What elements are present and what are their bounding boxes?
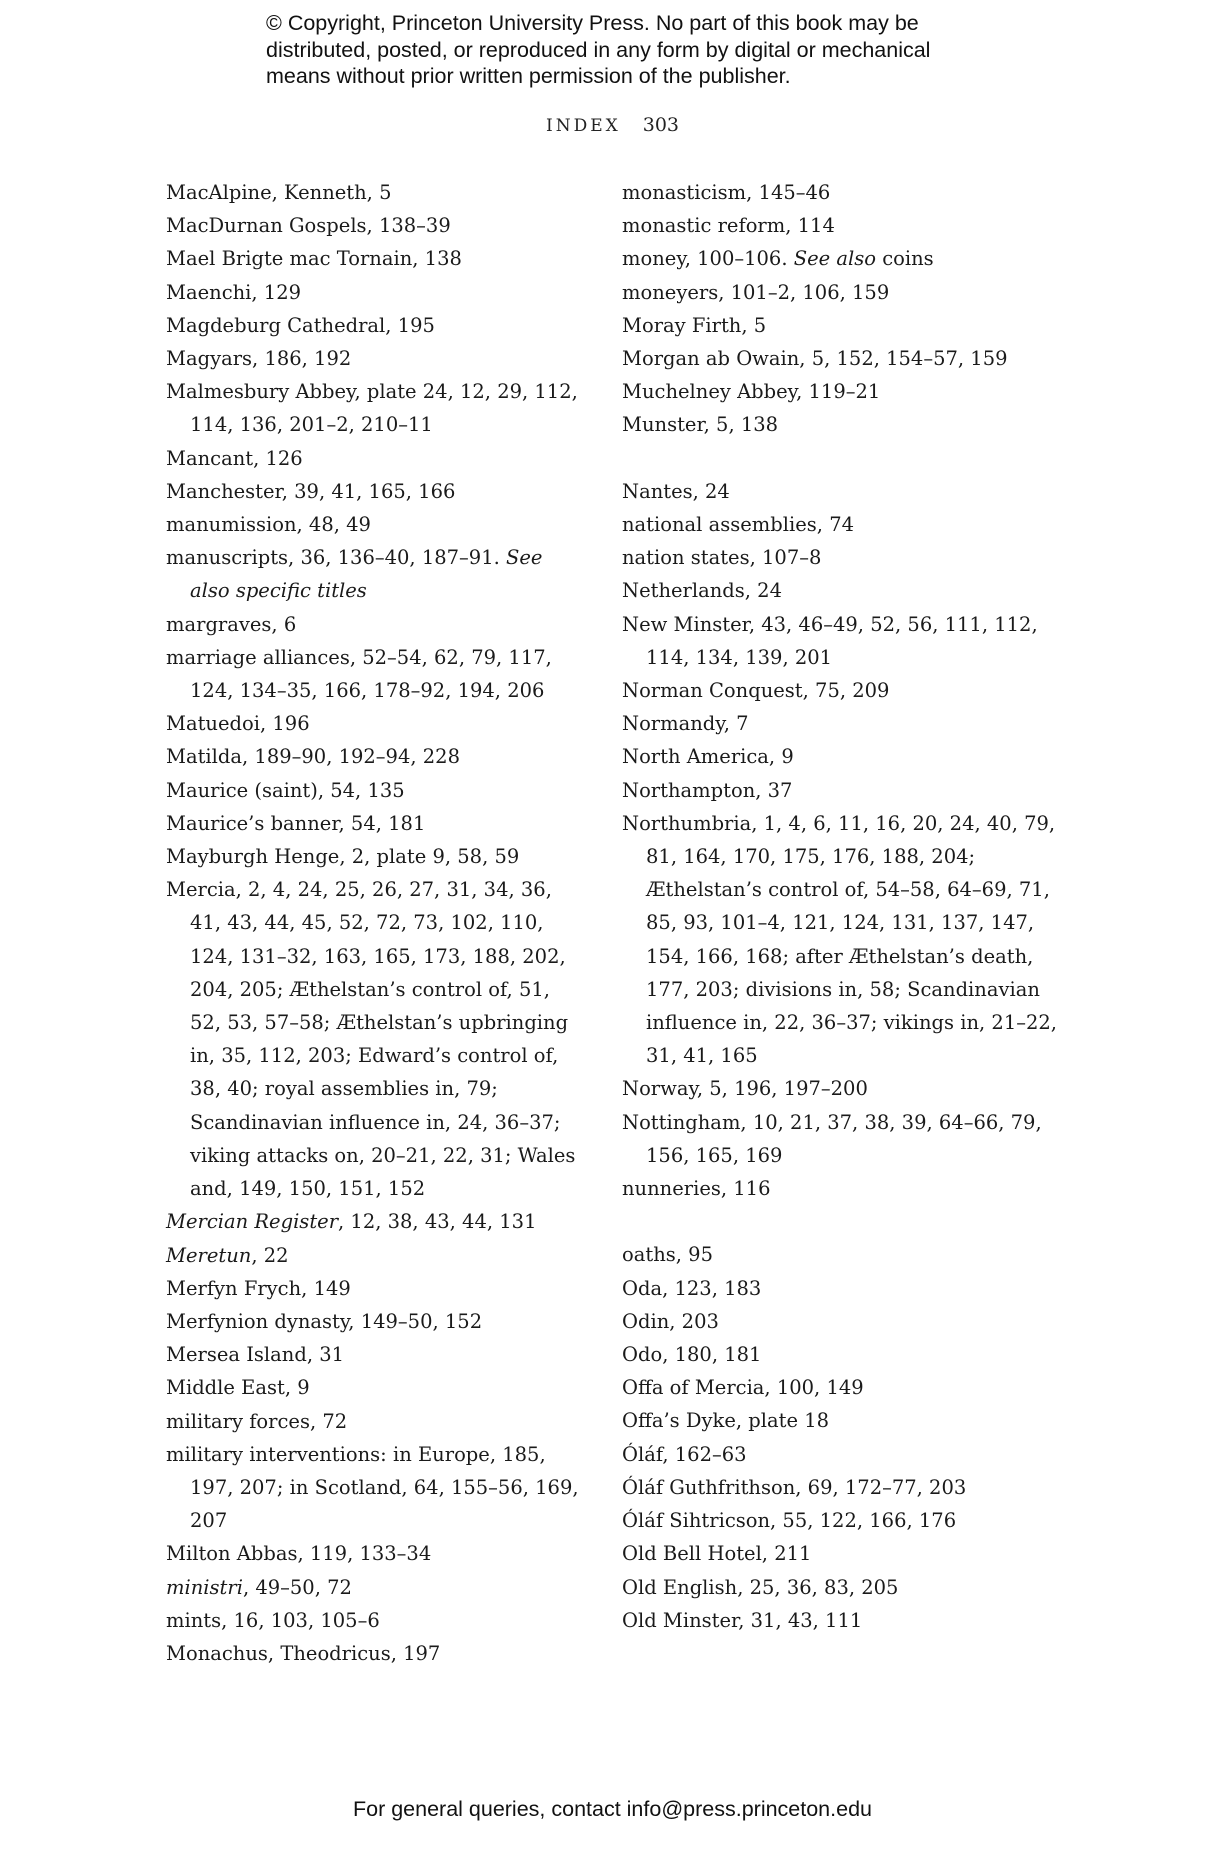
index-entry: [166, 1205, 586, 1238]
index-entry: margraves, 6: [166, 612, 297, 636]
index-entry: Monachus, Theodricus, 197: [166, 1641, 441, 1665]
running-head-title: INDEX: [546, 116, 621, 136]
index-entry: Moray Firth, 5: [622, 313, 767, 337]
index-entry: Merfyn Frych, 149: [166, 1276, 351, 1300]
index-entry: mints, 16, 103, 105–6: [166, 1608, 380, 1632]
index-entry: Maurice (saint), 54, 135: [166, 778, 405, 802]
index-entry: manumission, 48, 49: [166, 513, 371, 537]
see-also-label: See also: [190, 546, 543, 603]
index-entry: Maenchi, 129: [166, 280, 302, 304]
entry-italic-text: Mercian Register: [166, 1210, 339, 1234]
index-entry: Mancant, 126: [166, 446, 303, 470]
index-entry: Northumbria, 1, 4, 6, 11, 16, 20, 24, 40, 79, 81, 164, 170, 175, 176, 188, 204; Æthelstan’s control of, 54–58, 64–69, 71, 85, 93, 101–4, 121, 124, 131, 137, 147, 154, 166, 168; after Æthelstan’s death, 177, 203; divisions in, 58; Scandinavian influence in, 22, 36–37; vikings in, 21–22, 31, 41, 165: [622, 811, 1057, 1068]
index-entry: monasticism, 145–46: [622, 181, 831, 204]
running-head: [0, 114, 1225, 136]
entry-text: , 12, 38, 43, 44, 131: [338, 1210, 537, 1234]
index-entry: Odo, 180, 181: [622, 1343, 762, 1367]
entry-italic-text: ministri: [166, 1575, 243, 1599]
index-entry: Netherlands, 24: [622, 579, 782, 603]
index-entry: Mersea Island, 31: [166, 1343, 345, 1367]
index-entry: monastic reform, 114: [622, 214, 835, 238]
see-also-target: specific titles: [235, 579, 367, 603]
index-entry: Norway, 5, 196, 197–200: [622, 1077, 868, 1101]
entry-text: manuscripts, 36, 136–40, 187–91.: [166, 546, 500, 570]
entry-text: money, 100–106.: [622, 247, 788, 271]
index-entry: Old English, 25, 36, 83, 205: [622, 1575, 899, 1599]
see-also-label: See also: [793, 247, 876, 271]
index-entry: Morgan ab Owain, 5, 152, 154–57, 159: [622, 347, 1008, 371]
index-entry: Offa’s Dyke, plate 18: [622, 1409, 830, 1433]
index-entry: Mael Brigte mac Tornain, 138: [166, 247, 462, 271]
index-entry: Munster, 5, 138: [622, 413, 779, 437]
index-entry: [622, 242, 1062, 275]
index-entry: North America, 9: [622, 745, 794, 769]
index-column-left: [166, 176, 586, 1670]
index-entry: Óláf, 162–63: [622, 1442, 747, 1466]
entry-text: , 49–50, 72: [242, 1575, 352, 1599]
index-entry: Nottingham, 10, 21, 37, 38, 39, 64–66, 79, 156, 165, 169: [622, 1110, 1042, 1167]
index-entry: nunneries, 116: [622, 1177, 771, 1201]
index-entry: Matilda, 189–90, 192–94, 228: [166, 745, 460, 769]
index-column-right: [622, 176, 1062, 1637]
index-entry: Norman Conquest, 75, 209: [622, 679, 890, 703]
entry-text: , 22: [251, 1243, 289, 1267]
index-entry: Normandy, 7: [622, 712, 749, 736]
index-entry: Malmesbury Abbey, plate 24, 12, 29, 112, 114, 136, 201–2, 210–11: [166, 380, 578, 437]
index-entry: Muchelney Abbey, 119–21: [622, 380, 881, 404]
letter-group-gap: [622, 1205, 1062, 1238]
index-entry: Northampton, 37: [622, 778, 793, 802]
index-entry: Odin, 203: [622, 1309, 719, 1333]
index-entry: Old Minster, 31, 43, 111: [622, 1608, 863, 1632]
index-entry: military interventions: in Europe, 185, 197, 207; in Scotland, 64, 155–56, 169, 207: [166, 1442, 579, 1533]
index-entry: Magdeburg Cathedral, 195: [166, 313, 435, 337]
index-entry: Maurice’s banner, 54, 181: [166, 811, 426, 835]
index-entry: MacAlpine, Kenneth, 5: [166, 181, 392, 204]
index-entry: Old Bell Hotel, 211: [622, 1542, 812, 1566]
index-entry: [166, 1239, 586, 1272]
index-entry: oaths, 95: [622, 1243, 713, 1267]
index-entry: Offa of Mercia, 100, 149: [622, 1376, 864, 1400]
index-entry: Matuedoi, 196: [166, 712, 310, 736]
footer-contact: For general queries, contact info@press.princeton.edu: [352, 1797, 872, 1821]
copyright-notice: © Copyright, Princeton University Press. No part of this book may be distributed, posted, or reproduced in any form by digital or mechanical means without prior written permission of the publisher.: [266, 11, 931, 88]
index-entry: Merfynion dynasty, 149–50, 152: [166, 1309, 483, 1333]
index-entry: New Minster, 43, 46–49, 52, 56, 111, 112, 114, 134, 139, 201: [622, 612, 1038, 669]
index-entry: Óláf Guthfrithson, 69, 172–77, 203: [622, 1475, 967, 1499]
see-also-target: coins: [882, 247, 934, 271]
index-entry: Mercia, 2, 4, 24, 25, 26, 27, 31, 34, 36, 41, 43, 44, 45, 52, 72, 73, 102, 110, 124, 131–32, 163, 165, 173, 188, 202, 204, 205; Æthelstan’s control of, 51, 52, 53, 57–58; Æthelstan’s upbringing in, 35, 112, 203; Edward’s control of, 38, 40; royal assemblies in, 79; Scandinavian influence in, 24, 36–37; viking attacks on, 20–21, 22, 31; Wales and, 149, 150, 151, 152: [166, 878, 576, 1201]
letter-group-gap: [622, 442, 1062, 475]
entry-italic-text: Meretun: [166, 1243, 252, 1267]
index-entry: Milton Abbas, 119, 133–34: [166, 1542, 432, 1566]
index-entry: Mayburgh Henge, 2, plate 9, 58, 59: [166, 845, 520, 869]
index-entry: MacDurnan Gospels, 138–39: [166, 214, 451, 238]
index-entry: [166, 1571, 586, 1604]
index-entry: Oda, 123, 183: [622, 1276, 762, 1300]
index-entry: [166, 541, 586, 607]
index-entry: nation states, 107–8: [622, 546, 822, 570]
index-entry: moneyers, 101–2, 106, 159: [622, 280, 890, 304]
index-entry: Óláf Sihtricson, 55, 122, 166, 176: [622, 1509, 957, 1533]
page-number: 303: [642, 114, 679, 136]
index-entry: Middle East, 9: [166, 1376, 310, 1400]
index-entry: Nantes, 24: [622, 479, 730, 503]
index-entry: marriage alliances, 52–54, 62, 79, 117, 124, 134–35, 166, 178–92, 194, 206: [166, 645, 552, 703]
index-entry: military forces, 72: [166, 1409, 348, 1433]
index-entry: Manchester, 39, 41, 165, 166: [166, 479, 456, 503]
index-entry: Magyars, 186, 192: [166, 347, 352, 371]
index-entry: national assemblies, 74: [622, 513, 855, 537]
